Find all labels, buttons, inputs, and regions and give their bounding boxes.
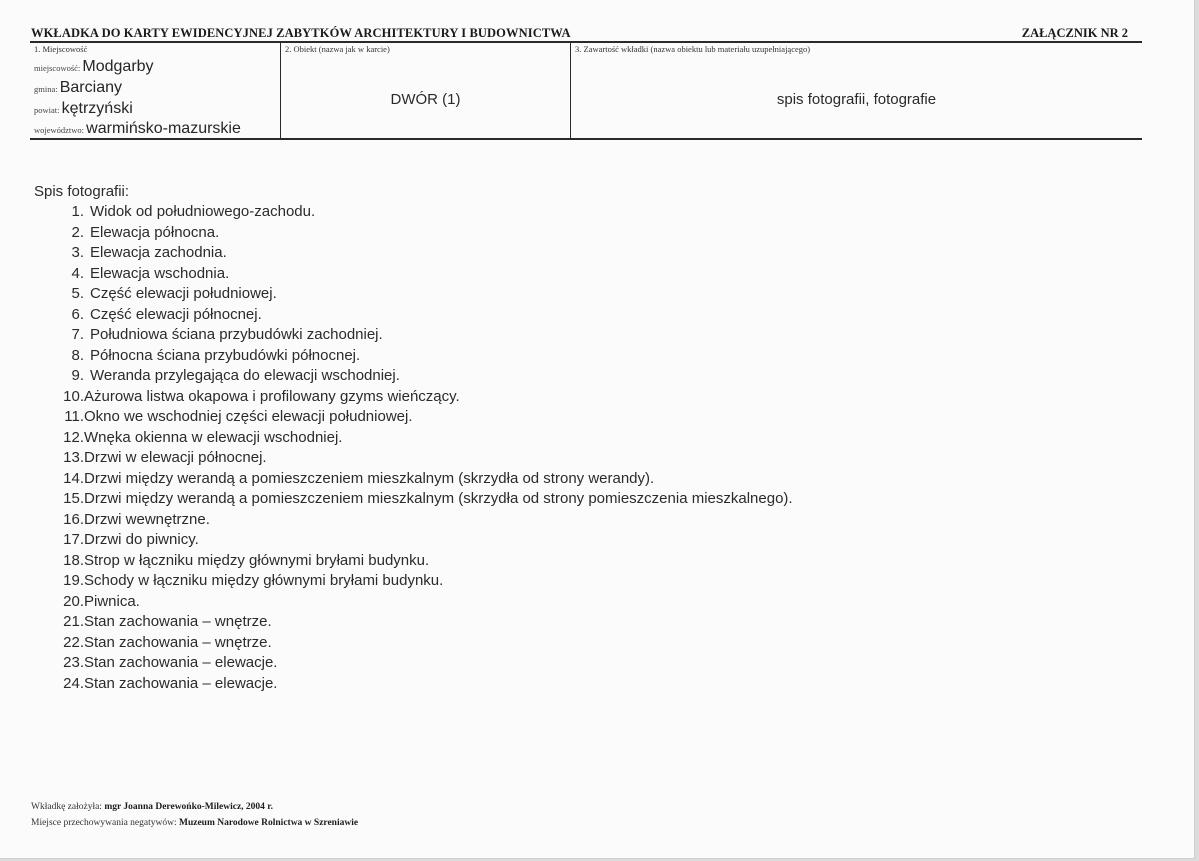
list-item	[58, 489, 793, 510]
voivodeship-value: warmińsko-mazurskie	[86, 120, 241, 137]
locality-row-voivodeship	[34, 120, 241, 138]
column-divider-1	[280, 41, 281, 139]
list-item-number: 8.	[71, 346, 84, 364]
list-item-text: Południowa ściana przybudówki zachodniej.	[90, 326, 383, 343]
list-item-number: 16.	[63, 510, 84, 528]
storage-label: Miejsce przechowywania negatywów:	[31, 818, 177, 828]
photo-list-heading: Spis fotografii:	[34, 183, 130, 200]
list-item-text: Okno we wschodniej części elewacji południowej.	[84, 408, 413, 425]
list-item	[58, 202, 793, 223]
list-item-text: Piwnica.	[84, 592, 140, 610]
annex-number: ZAŁĄCZNIK NR 2	[1021, 26, 1128, 40]
list-item-text: Stan zachowania – wnętrze.	[84, 633, 272, 651]
list-item-number: 13.	[63, 449, 84, 466]
list-item-text: Elewacja zachodnia.	[90, 244, 227, 261]
object-value: DWÓR (1)	[390, 91, 461, 108]
list-item-text: Schody w łączniku między głównymi bryłami budynku.	[84, 572, 444, 589]
list-item	[58, 633, 793, 654]
list-item	[58, 407, 793, 428]
list-item	[58, 264, 793, 285]
town-label: miejscowość:	[34, 63, 83, 73]
list-item	[58, 387, 793, 408]
list-item-text: Stan zachowania – wnętrze.	[84, 613, 272, 630]
list-item-number: 11.	[64, 408, 84, 425]
list-item	[58, 325, 793, 346]
voivodeship-label: województwo:	[34, 125, 87, 135]
commune-value: Barciany	[59, 79, 122, 96]
list-item-number: 19.	[63, 572, 84, 589]
list-item	[58, 571, 793, 592]
locality-row-commune	[34, 79, 122, 97]
column-divider-2	[570, 41, 571, 139]
list-item-number: 14.	[63, 469, 84, 487]
list-item	[58, 674, 793, 695]
county-label: powiat:	[34, 105, 62, 115]
list-item-text: Drzwi między werandą a pomieszczeniem mieszkalnym (skrzydła od strony pomieszczenia mieszkalnego).	[84, 490, 793, 507]
list-item	[58, 510, 793, 531]
list-item-number: 24.	[63, 674, 84, 692]
author-name: mgr Joanna Derewońko-Milewicz, 2004 r.	[104, 802, 274, 812]
list-item-text: Drzwi w elewacji północnej.	[84, 449, 267, 466]
locality-row-county	[34, 100, 133, 118]
list-item-text: Drzwi wewnętrzne.	[84, 510, 210, 528]
list-item-text: Drzwi do piwnicy.	[84, 531, 199, 548]
list-item-number: 2.	[71, 223, 84, 241]
list-item	[58, 551, 793, 572]
list-item-text: Weranda przylegająca do elewacji wschodniej.	[90, 367, 400, 384]
list-item	[58, 346, 793, 367]
list-item	[58, 428, 793, 449]
county-value: kętrzyński	[61, 100, 133, 117]
list-item-number: 17.	[63, 531, 84, 548]
list-item	[58, 243, 793, 264]
list-item-number: 4.	[71, 264, 84, 282]
document-title: WKŁADKA DO KARTY EWIDENCYJNEJ ZABYTKÓW ARCHITEKTURY I BUDOWNICTWA	[31, 26, 571, 40]
list-item-text: Północna ściana przybudówki północnej.	[90, 346, 361, 364]
photo-list	[58, 202, 793, 694]
list-item-number: 10.	[63, 387, 84, 405]
list-item-text: Ażurowa listwa okapowa i profilowany gzyms wieńczący.	[84, 387, 460, 405]
list-item	[58, 305, 793, 326]
list-item-number: 18.	[63, 551, 84, 569]
author-label: Wkładkę założyła:	[31, 802, 102, 812]
list-item-text: Część elewacji południowej.	[90, 285, 277, 302]
town-value: Modgarby	[82, 58, 154, 75]
contents-value: spis fotografii, fotografie	[776, 91, 937, 108]
list-item	[58, 469, 793, 490]
list-item-number: 21.	[63, 613, 84, 630]
list-item	[58, 448, 793, 469]
list-item-text: Elewacja wschodnia.	[90, 264, 230, 282]
list-item-text: Strop w łączniku między głównymi bryłami budynku.	[84, 551, 430, 569]
list-item	[58, 653, 793, 674]
list-item	[58, 530, 793, 551]
list-item-text: Wnęka okienna w elewacji wschodniej.	[84, 428, 343, 446]
storage-line	[31, 818, 358, 828]
list-item-number: 9.	[71, 367, 84, 384]
list-item	[58, 592, 793, 613]
list-item-text: Stan zachowania – elewacje.	[84, 674, 278, 692]
list-item-number: 7.	[71, 326, 84, 343]
object-caption: 2. Obiekt (nazwa jak w karcie)	[285, 44, 390, 54]
list-item	[58, 223, 793, 244]
list-item-number: 22.	[63, 633, 84, 651]
list-item-text: Drzwi między werandą a pomieszczeniem mieszkalnym (skrzydła od strony werandy).	[84, 469, 655, 487]
list-item-text: Część elewacji północnej.	[90, 305, 262, 323]
header-top-rule	[30, 41, 1142, 43]
list-item-text: Elewacja północna.	[90, 223, 220, 241]
list-item-number: 1.	[71, 203, 84, 220]
contents-caption: 3. Zawartość wkładki (nazwa obiektu lub materiału uzupełniającego)	[575, 44, 811, 54]
header-bottom-rule	[30, 138, 1142, 140]
locality-caption: 1. Miejscowość	[34, 44, 88, 54]
list-item-number: 12.	[63, 428, 84, 446]
list-item-number: 15.	[63, 490, 84, 507]
list-item-number: 5.	[71, 285, 84, 302]
list-item-text: Widok od południowego-zachodu.	[90, 203, 316, 220]
storage-place: Muzeum Narodowe Rolnictwa w Szreniawie	[179, 818, 359, 828]
list-item	[58, 612, 793, 633]
list-item-number: 6.	[71, 305, 84, 323]
commune-label: gmina:	[34, 84, 60, 94]
list-item	[58, 366, 793, 387]
list-item-number: 20.	[63, 592, 84, 610]
list-item	[58, 284, 793, 305]
list-item-number: 3.	[71, 244, 84, 261]
locality-row-town	[34, 58, 154, 76]
list-item-number: 23.	[63, 654, 84, 671]
author-line	[31, 802, 273, 812]
list-item-text: Stan zachowania – elewacje.	[84, 654, 278, 671]
